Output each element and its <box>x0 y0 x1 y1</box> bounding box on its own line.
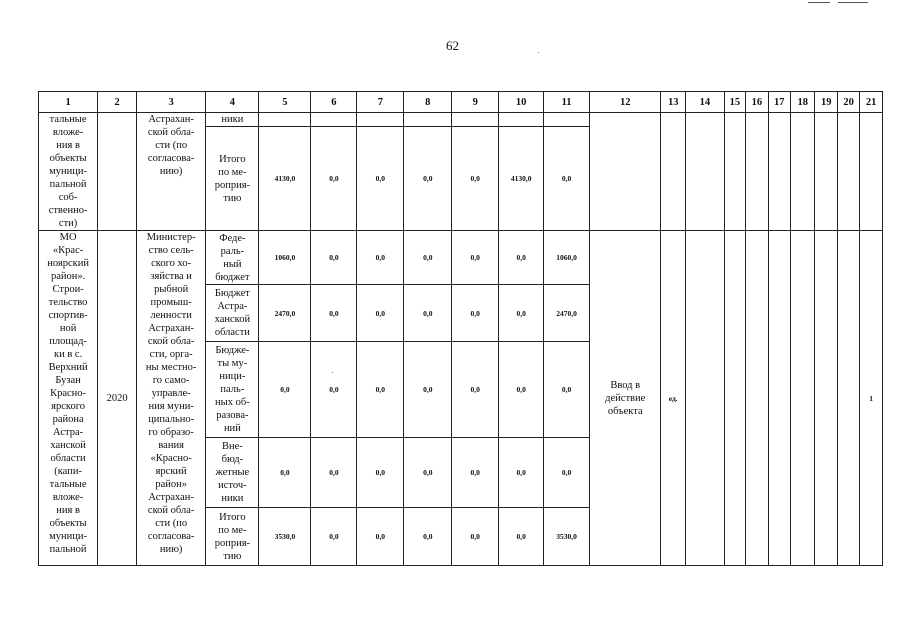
value-cell: 0,0 <box>311 508 357 566</box>
header-cell: 20 <box>837 92 859 113</box>
indicator-cell: Ввод в действие объекта <box>590 231 661 566</box>
year-cell <box>98 113 137 231</box>
indicator-value-cell <box>724 113 745 231</box>
indicator-value-cell <box>815 113 837 231</box>
value-cell <box>499 113 544 127</box>
unit-cell: ед. <box>661 231 685 566</box>
header-cell: 10 <box>499 92 544 113</box>
value-cell: 0,0 <box>544 342 590 438</box>
value-cell <box>404 113 452 127</box>
funding-source: Феде- раль- ный бюджет <box>206 231 259 285</box>
value-cell: 1060,0 <box>259 231 311 285</box>
value-cell: 0,0 <box>499 231 544 285</box>
value-cell: 0,0 <box>259 438 311 508</box>
value-cell: 0,0 <box>499 342 544 438</box>
funding-source: Бюджет Астра- ханской области <box>206 285 259 342</box>
value-cell: 2470,0 <box>544 285 590 342</box>
value-cell: 0,0 <box>452 127 499 231</box>
header-cell: 17 <box>768 92 790 113</box>
table-row <box>39 231 883 285</box>
value-cell: 0,0 <box>499 438 544 508</box>
value-cell: 0,0 <box>357 342 404 438</box>
value-cell <box>259 113 311 127</box>
header-cell: 14 <box>685 92 724 113</box>
value-cell: 1060,0 <box>544 231 590 285</box>
header-cell: 5 <box>259 92 311 113</box>
budget-table <box>38 91 883 566</box>
header-cell: 13 <box>661 92 685 113</box>
value-cell: 0,0 <box>499 285 544 342</box>
measure-description: тальные вложе- ния в объекты муници- пальной соб- ственно- сти) <box>39 113 98 231</box>
unit-cell <box>661 113 685 231</box>
value-cell: 0,0 <box>311 127 357 231</box>
header-cell: 3 <box>136 92 205 113</box>
scan-edge-line <box>808 2 830 3</box>
value-cell: 0,0 <box>404 285 452 342</box>
funding-source: Вне- бюд- жетные источ- ники <box>206 438 259 508</box>
header-cell: 4 <box>206 92 259 113</box>
scan-edge-line <box>838 2 868 3</box>
indicator-value-cell <box>768 113 790 231</box>
indicator-value-cell <box>685 231 724 566</box>
indicator-value-cell <box>746 231 768 566</box>
funding-source: Итого по ме- роприя- тию <box>206 508 259 566</box>
value-cell <box>452 113 499 127</box>
header-cell: 12 <box>590 92 661 113</box>
indicator-value-cell <box>685 113 724 231</box>
header-cell: 9 <box>452 92 499 113</box>
header-cell: 16 <box>746 92 768 113</box>
value-cell: 0,0 <box>357 285 404 342</box>
value-cell: 0,0 <box>311 285 357 342</box>
responsible-executor: Астрахан- ской обла- сти (по согласова- нию) <box>136 113 205 231</box>
value-cell <box>544 113 590 127</box>
value-cell: 0,0 <box>452 342 499 438</box>
header-cell: 19 <box>815 92 837 113</box>
indicator-value-cell <box>860 113 883 231</box>
funding-source: Итого по ме- роприя- тию <box>206 127 259 231</box>
value-cell: 0,0 <box>357 231 404 285</box>
header-cell: 15 <box>724 92 745 113</box>
value-cell <box>311 113 357 127</box>
value-cell <box>357 113 404 127</box>
indicator-value-cell <box>768 231 790 566</box>
indicator-value-cell <box>791 231 815 566</box>
value-cell: 0,0 <box>311 231 357 285</box>
value-cell: 0,0 <box>499 508 544 566</box>
indicator-value-cell <box>837 113 859 231</box>
value-cell: 4130,0 <box>499 127 544 231</box>
value-cell: 0,0 <box>404 342 452 438</box>
header-cell: 2 <box>98 92 137 113</box>
header-cell: 6 <box>311 92 357 113</box>
value-cell: 0,0 <box>452 438 499 508</box>
value-cell: 0,0 <box>311 342 357 438</box>
header-cell: 1 <box>39 92 98 113</box>
header-cell: 8 <box>404 92 452 113</box>
funding-source: Бюдже- ты му- ници- паль- ных об- разова- ний <box>206 342 259 438</box>
value-cell: 0,0 <box>404 231 452 285</box>
header-cell: 7 <box>357 92 404 113</box>
header-cell: 18 <box>791 92 815 113</box>
indicator-value-cell <box>815 231 837 566</box>
value-cell: 0,0 <box>544 438 590 508</box>
header-row <box>39 92 883 113</box>
year-cell: 2020 <box>98 231 137 566</box>
indicator-value-cell <box>837 231 859 566</box>
indicator-value-cell: 1 <box>860 231 883 566</box>
value-cell: 0,0 <box>452 285 499 342</box>
value-cell: 0,0 <box>404 127 452 231</box>
responsible-executor: Министер- ство сель- ского хо- зяйства и рыбной промыш- ленности Астрахан- ской обла- сти, орга- ны местно- го само- управле- ния муни- ципально- го образо- вания «Красно- ярский район» Астрахан- ской обла- сти (по согласова- нию) <box>136 231 205 566</box>
value-cell: 0,0 <box>357 508 404 566</box>
value-cell: 0,0 <box>452 508 499 566</box>
value-cell: 4130,0 <box>259 127 311 231</box>
page-number: 62 <box>446 38 459 53</box>
value-cell: 0,0 <box>544 127 590 231</box>
table-row <box>39 113 883 127</box>
indicator-cell <box>590 113 661 231</box>
value-cell: 0,0 <box>259 342 311 438</box>
value-cell: 3530,0 <box>544 508 590 566</box>
value-cell: 0,0 <box>452 231 499 285</box>
header-cell: 11 <box>544 92 590 113</box>
value-cell: 0,0 <box>311 438 357 508</box>
value-cell: 0,0 <box>357 127 404 231</box>
measure-description: МО «Крас- ноярский район». Строи- тельство спортив- ной площад- ки в с. Верхний Бузан Красно- ярского района Астра- ханской области (капи- тальные вложе- ния в объекты муници- пальной <box>39 231 98 566</box>
indicator-value-cell <box>724 231 745 566</box>
value-cell: 0,0 <box>404 438 452 508</box>
value-cell: 0,0 <box>404 508 452 566</box>
header-cell: 21 <box>860 92 883 113</box>
value-cell: 3530,0 <box>259 508 311 566</box>
indicator-value-cell <box>746 113 768 231</box>
value-cell: 0,0 <box>357 438 404 508</box>
funding-source: ники <box>206 113 259 127</box>
value-cell: 2470,0 <box>259 285 311 342</box>
indicator-value-cell <box>791 113 815 231</box>
